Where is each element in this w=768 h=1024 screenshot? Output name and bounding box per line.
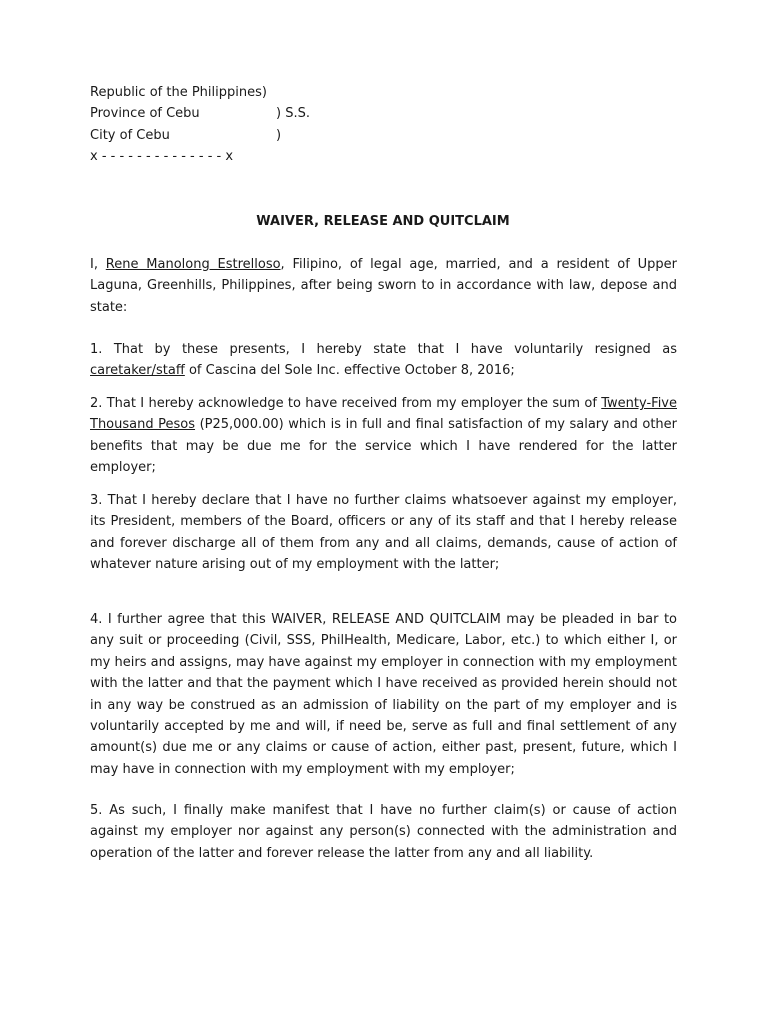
document-title: WAIVER, RELEASE AND QUITCLAIM — [256, 214, 510, 229]
paragraph-2 — [90, 393, 677, 479]
caption-province-text: Province of Cebu — [90, 106, 200, 122]
caption-republic-text: Republic of the Philippines) — [90, 85, 267, 100]
caption-line-republic — [90, 82, 310, 103]
para1-pre: 1. That by these presents, I hereby state that I have voluntarily resigned as — [90, 342, 677, 357]
caption-ss-text: ) S.S. — [276, 106, 310, 122]
amount-in-words: Twenty-Five Thousand Pesos — [90, 396, 677, 433]
intro-pre: I, — [90, 257, 106, 272]
affiant-name: Rene Manolong Estrelloso — [105, 257, 281, 272]
intro-post: , Filipino, of legal age, married, and a resident of Upper Laguna, Greenhills, Philippines, after being sworn to in accordance with law, depose and state: — [90, 257, 677, 315]
caption-line-separator — [90, 146, 310, 167]
caption-line-province — [90, 103, 310, 124]
para2-pre: 2. That I hereby acknowledge to have received from my employer the sum of — [90, 396, 602, 411]
paragraph-1 — [90, 339, 677, 382]
caption-separator: x - - - - - - - - - - - - - - x — [90, 149, 234, 165]
caption-line-city — [90, 125, 310, 146]
venue-caption — [90, 82, 310, 168]
intro-paragraph — [90, 254, 677, 318]
para1-post: of Cascina del Sole Inc. effective October 8, 2016; — [184, 363, 515, 379]
caption-city-text: City of Cebu — [90, 127, 170, 143]
para2-post: (P25,000.00) which is in full and final satisfaction of my salary and other benefits that may be due me for the service which I have rendered for the latter employer; — [90, 417, 678, 476]
paragraph-3: 3. That I hereby declare that I have no further claims whatsoever against my employer, its President, members of the Board, officers or any of its staff and that I hereby release and forever discharge all of them from any and all claims, demands, cause of action of whatever nature arising out of my employment with the latter; — [90, 493, 677, 573]
paragraph-4: 4. I further agree that this WAIVER, RELEASE AND QUITCLAIM may be pleaded in bar to any suit or proceeding (Civil, SSS, PhilHealth, Medicare, Labor, etc.) to which either I, or my heirs and assigns, may have against my employer in connection with my employment with the latter and that the payment which I have received as provided herein should not in any way be construed as an admission of liability on the part of my employer and is voluntarily accepted by me and will, if need be, serve as full and final settlement of any amount(s) due me or any claims or cause of action, either past, present, future, which I may have in connection with my employment with my employer; — [90, 612, 677, 777]
paragraph-5: 5. As such, I finally make manifest that I have no further claim(s) or cause of action against my employer nor against any person(s) connected with the administration and operation of the latter and forever release the latter from any and all liability. — [90, 803, 677, 861]
position-title: caretaker/staff — [90, 363, 185, 379]
caption-city-paren: ) — [276, 127, 282, 143]
